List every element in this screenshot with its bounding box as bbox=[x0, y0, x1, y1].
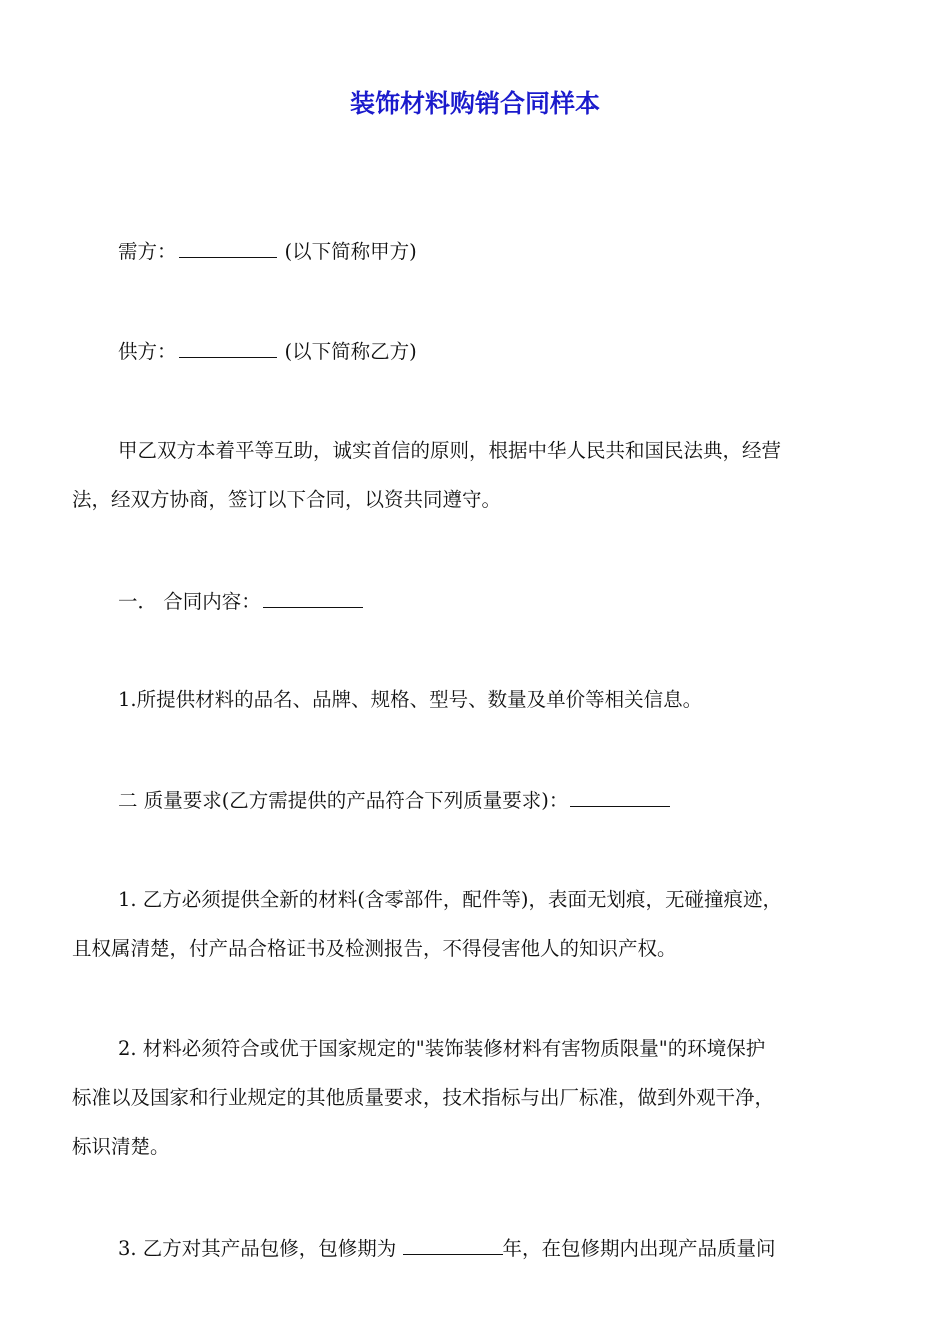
seller-label: 供方： bbox=[118, 340, 177, 363]
buyer-line bbox=[118, 239, 417, 264]
buyer-label: 需方： bbox=[118, 240, 177, 263]
document-title: 装饰材料购销合同样本 bbox=[349, 89, 600, 118]
seller-note: (以下简称乙方) bbox=[284, 340, 417, 363]
section2-heading-text: 二 质量要求(乙方需提供的产品符合下列质量要求)： bbox=[118, 789, 569, 812]
section2-item-2-line-1: 2. 材料必须符合或优于国家规定的"装饰装修材料有害物质限量"的环境保护 bbox=[118, 1037, 766, 1060]
seller-line bbox=[118, 339, 417, 364]
buyer-note: (以下简称甲方) bbox=[284, 240, 417, 263]
section1-heading bbox=[118, 589, 363, 614]
preamble-line-2: 法，经双方协商，签订以下合同，以资共同遵守。 bbox=[72, 488, 502, 511]
seller-name-blank bbox=[179, 339, 277, 358]
section1-item-1: 1.所提供材料的品名、品牌、规格、型号、数量及单价等相关信息。 bbox=[118, 688, 703, 711]
section2-heading bbox=[118, 788, 670, 813]
warranty-years-blank bbox=[403, 1236, 503, 1255]
preamble-line-1: 甲乙双方本着平等互助，诚实首信的原则，根据中华人民共和国民法典，经营 bbox=[118, 439, 782, 462]
section2-item-3-prefix: 3. 乙方对其产品包修，包修期为 bbox=[118, 1237, 403, 1260]
buyer-name-blank bbox=[179, 239, 277, 258]
section2-item-3-line-1 bbox=[118, 1236, 776, 1261]
section2-item-1-line-1: 1. 乙方必须提供全新的材料(含零部件，配件等)，表面无划痕，无碰撞痕迹， bbox=[118, 888, 783, 911]
contract-content-blank bbox=[263, 589, 363, 608]
section2-item-2-line-2: 标准以及国家和行业规定的其他质量要求，技术指标与出厂标准，做到外观干净， bbox=[72, 1086, 775, 1109]
quality-requirement-blank bbox=[570, 788, 670, 807]
section2-item-3-suffix: 年，在包修期内出现产品质量问 bbox=[502, 1237, 776, 1260]
section2-item-2-line-3: 标识清楚。 bbox=[72, 1135, 170, 1158]
section1-heading-text: 一． 合同内容： bbox=[118, 590, 261, 613]
section2-item-1-line-2: 且权属清楚，付产品合格证书及检测报告，不得侵害他人的知识产权。 bbox=[72, 937, 677, 960]
